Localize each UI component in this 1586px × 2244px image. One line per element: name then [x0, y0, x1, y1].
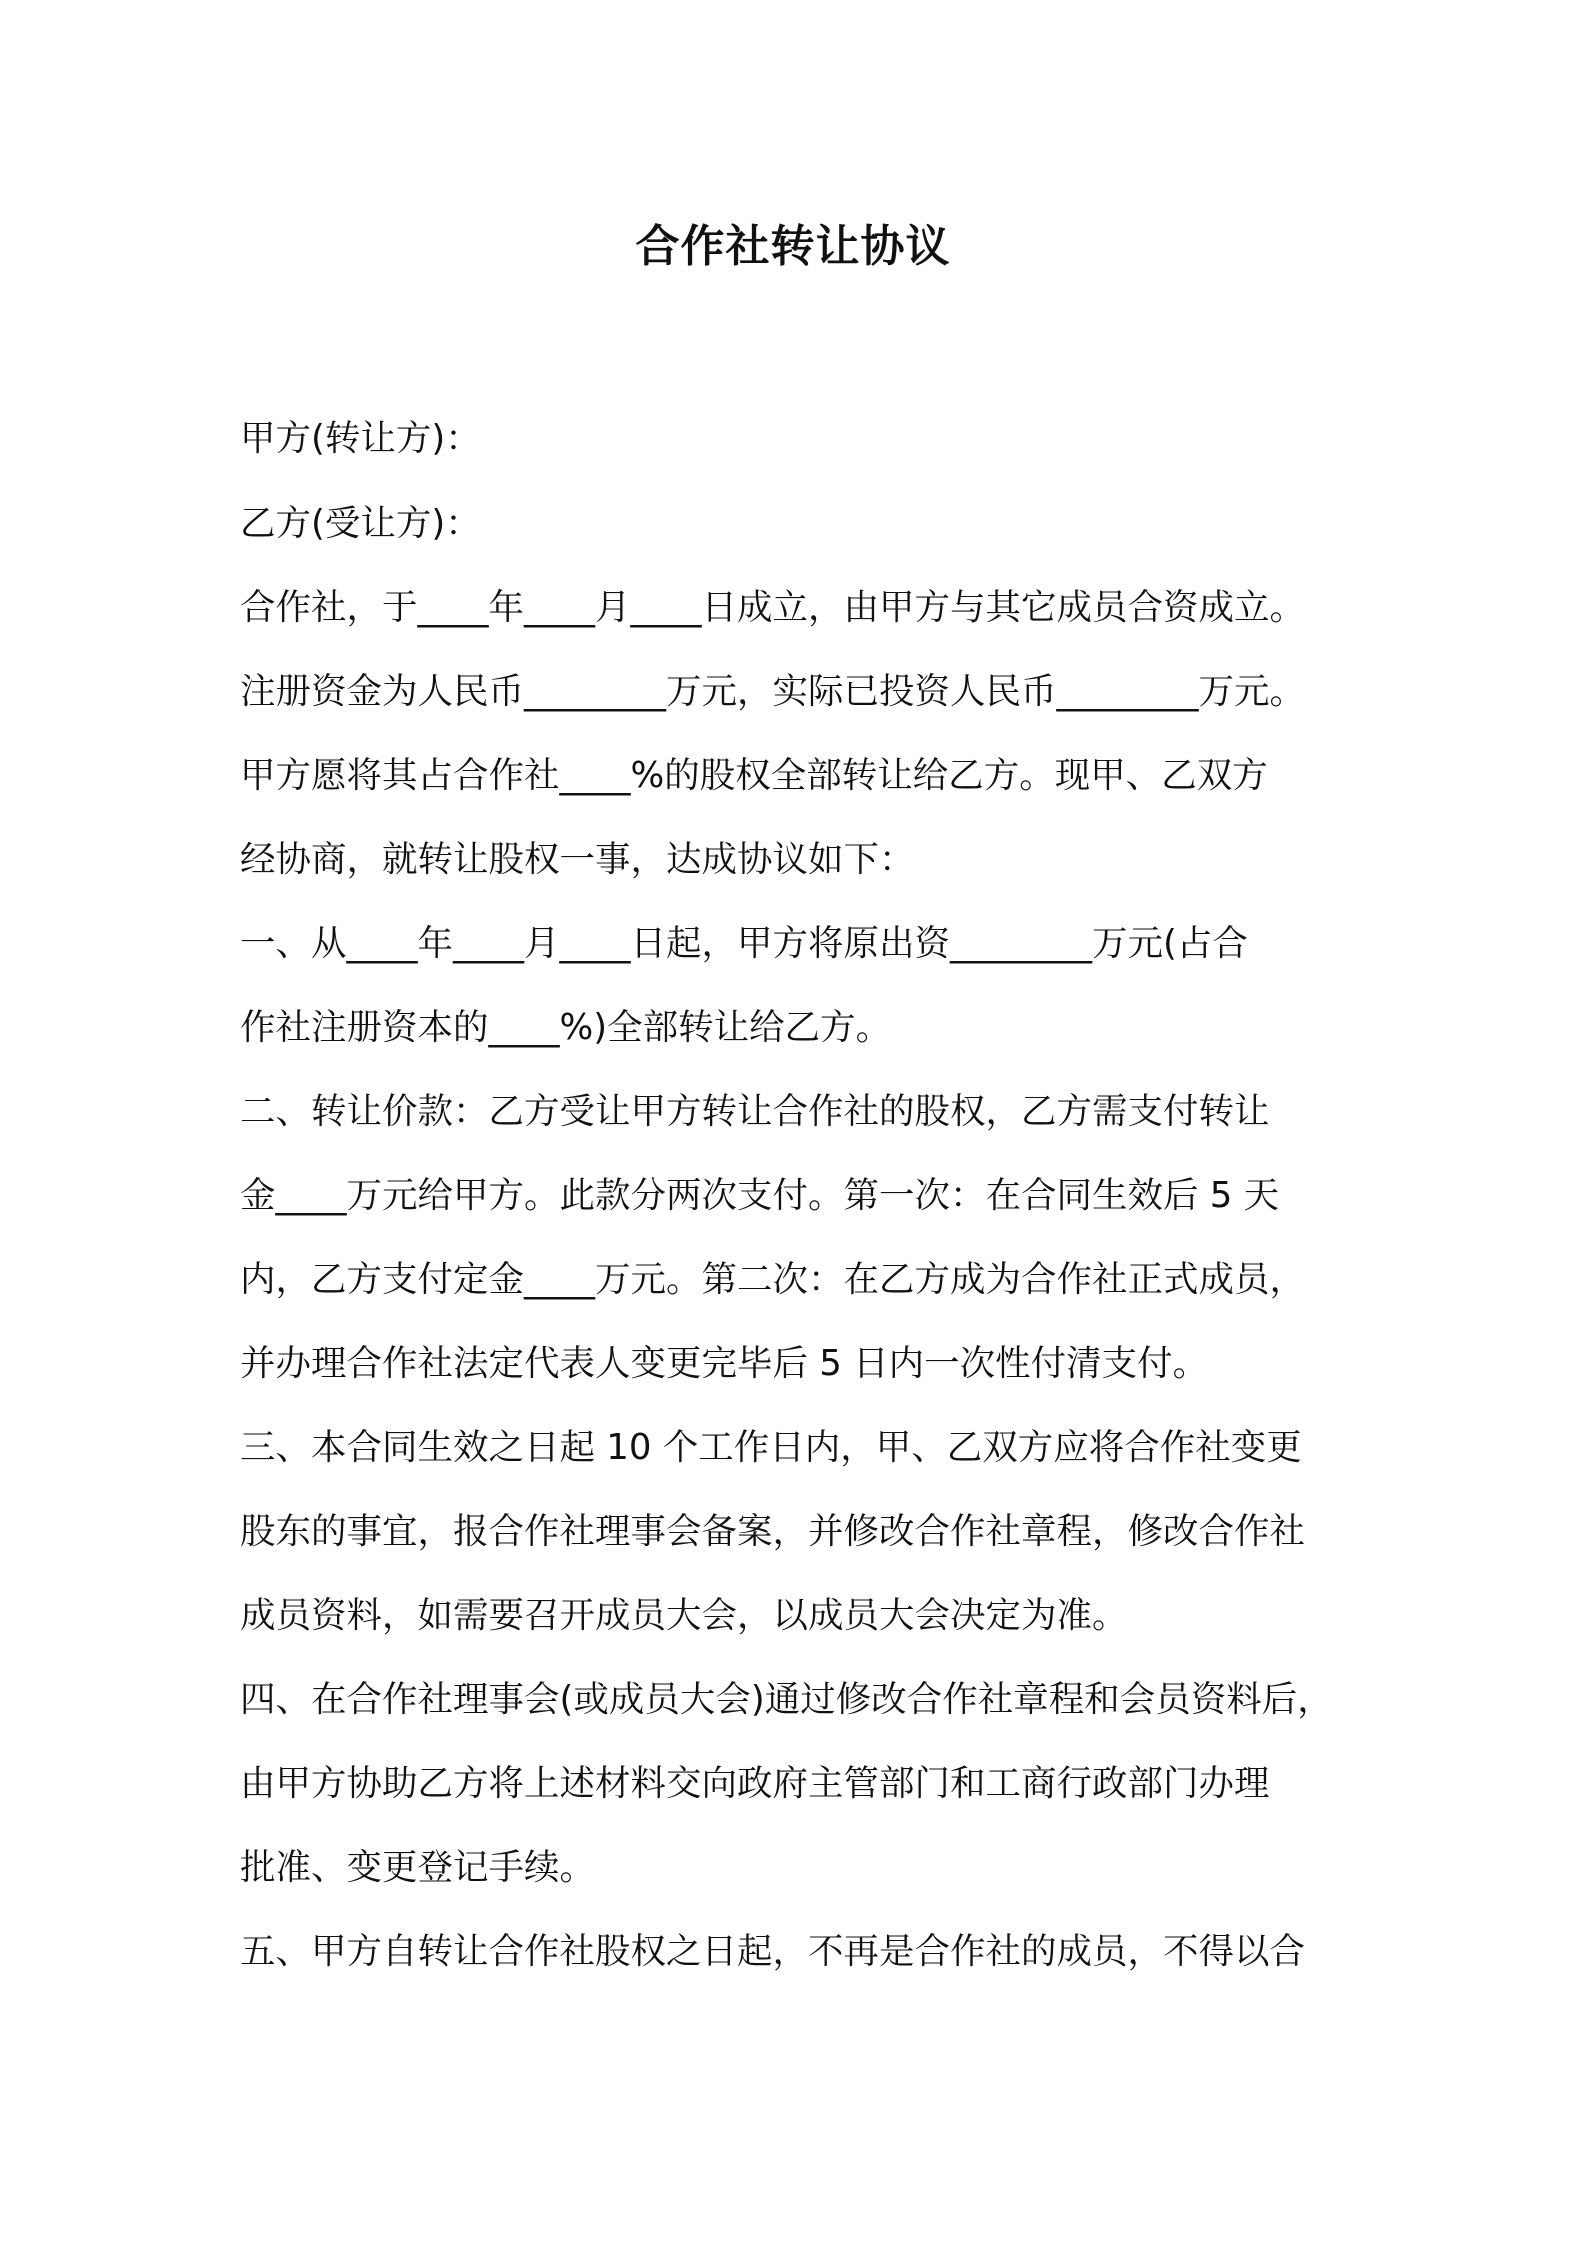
preamble-line: 合作社，于____年____月____日成立，由甲方与其它成员合资成立。 [240, 587, 1306, 628]
clause-4-line: 四、在合作社理事会(或成员大会)通过修改合作社章程和会员资料后， [240, 1679, 1333, 1720]
clause-2-line: 二、转让价款：乙方受让甲方转让合作社的股权，乙方需支付转让 [240, 1091, 1270, 1132]
clause-2-line: 金____万元给甲方。此款分两次支付。第一次：在合同生效后 5 天 [240, 1175, 1280, 1216]
preamble-line: 甲方愿将其占合作社____%的股权全部转让给乙方。现甲、乙双方 [240, 755, 1268, 796]
party-a-line: 甲方(转让方)： [240, 418, 481, 459]
clause-1-line: 一、从____年____月____日起，甲方将原出资________万元(占合 [240, 923, 1248, 964]
clause-2-line: 内，乙方支付定金____万元。第二次：在乙方成为合作社正式成员， [240, 1259, 1306, 1300]
document-title: 合作社转让协议 [635, 221, 951, 272]
clause-1-line: 作社注册资本的____%)全部转让给乙方。 [240, 1007, 892, 1048]
preamble-line: 注册资金为人民币________万元，实际已投资人民币________万元。 [240, 671, 1306, 712]
clause-4-line: 批准、变更登记手续。 [240, 1847, 596, 1888]
clause-3-line: 三、本合同生效之日起 10 个工作日内，甲、乙双方应将合作社变更 [240, 1427, 1302, 1468]
clause-5-line: 五、甲方自转让合作社股权之日起，不再是合作社的成员，不得以合 [240, 1931, 1306, 1972]
clause-4-line: 由甲方协助乙方将上述材料交向政府主管部门和工商行政部门办理 [240, 1763, 1270, 1804]
clause-3-line: 成员资料，如需要召开成员大会，以成员大会决定为准。 [240, 1595, 1128, 1636]
preamble-line: 经协商，就转让股权一事，达成协议如下： [240, 839, 915, 880]
clause-2-line: 并办理合作社法定代表人变更完毕后 5 日内一次性付清支付。 [240, 1343, 1209, 1384]
party-b-line: 乙方(受让方)： [240, 503, 481, 544]
clause-3-line: 股东的事宜，报合作社理事会备案，并修改合作社章程，修改合作社 [240, 1511, 1306, 1552]
